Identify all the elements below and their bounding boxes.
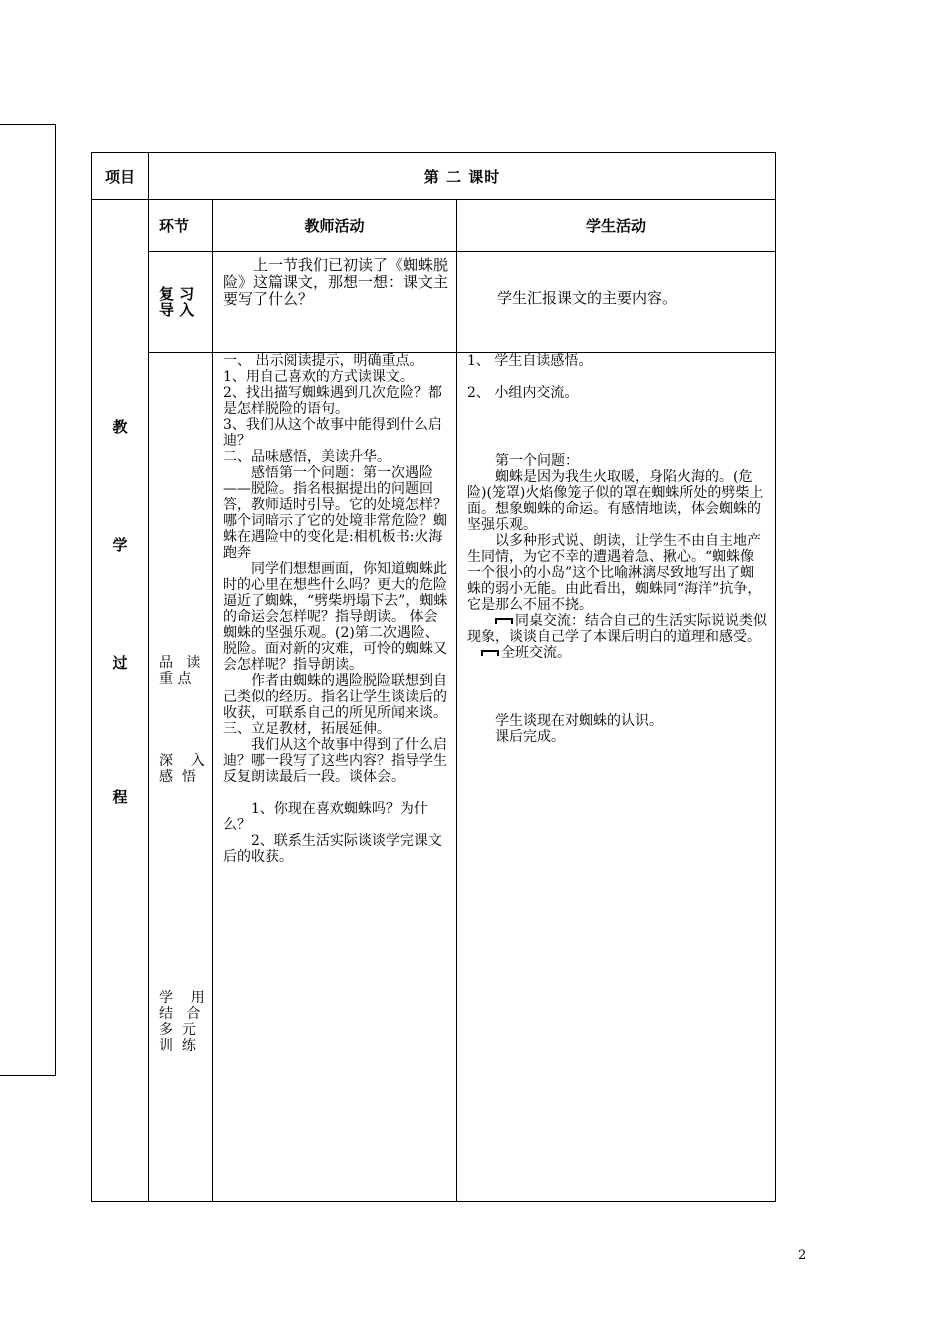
item-header: 项目 <box>92 153 149 200</box>
bracket-icon <box>481 650 499 656</box>
process-char-4: 程 <box>112 788 128 806</box>
main-teacher-cell <box>213 353 457 1202</box>
teacher-p12: 2、联系生活实际谈谈学完课文后的收获。 <box>223 833 442 865</box>
teacher-p2: 1、用自己喜欢的方式读课文。 <box>223 369 414 385</box>
student-p7: 全班交流。 <box>501 645 571 661</box>
teacher-p10: 我们从这个故事中得到了什么启迪？哪一段写了这些内容？指导学生反复朗读最后一段。谈体会。 <box>223 737 447 785</box>
process-char-2: 学 <box>112 536 128 554</box>
student-activities <box>467 353 767 745</box>
review-student-text: 学生汇报课文的主要内容。 <box>497 289 678 307</box>
teacher-p8: 作者由蜘蛛的遇险脱险联想到自己类似的经历。指名让学生谈读后的收获，可联系自己的所见所闻来谈。 <box>223 673 447 721</box>
main-stage-cell <box>149 353 213 1202</box>
student-p7-row <box>467 645 767 661</box>
review-student-cell <box>457 252 776 353</box>
student-p1: 1、 学生自读感悟。 <box>467 353 593 369</box>
review-stage-label: 复 习 导 入 <box>159 285 195 319</box>
teacher-p4: 3、我们从这个故事中能得到什么启迪？ <box>223 417 442 449</box>
review-teacher-cell <box>213 252 457 353</box>
process-char-1: 教 <box>112 418 128 436</box>
review-stage-cell <box>149 252 213 353</box>
stage-apply-training: 学 用 结 合 多 元 训 练 <box>159 990 205 1054</box>
lesson-title: 第 二 课时 <box>149 153 776 200</box>
stage-read-key-points: 品 读 重 点 <box>159 655 201 687</box>
teacher-p5: 二、品味感悟，美读升华。 <box>223 449 391 465</box>
student-p3: 第一个问题： <box>495 453 579 469</box>
student-p6: 同桌交流：结合自己的生活实际说说类似现象，谈谈自己学了本课后明白的道理和感受。 <box>467 613 767 645</box>
student-column-header: 学生活动 <box>457 200 776 252</box>
margin-box <box>0 124 56 1076</box>
review-teacher-text: 上一节我们已初读了《蜘蛛脱险》这篇课文，那想一想：课文主要写了什么？ <box>223 256 449 308</box>
teacher-p6: 感悟第一个问题：第一次遇险——脱险。指名根据提出的问题回答，教师适时引导。它的处境怎样？哪个词暗示了它的处境非常危险？蜘蛛在遇险中的变化是:相机板书:火海 跑奔 <box>223 465 447 561</box>
bracket-icon <box>495 618 513 624</box>
stage-column-header: 环节 <box>149 200 213 252</box>
process-label-cell <box>92 200 149 1202</box>
process-char-3: 过 <box>112 654 128 672</box>
lesson-plan-table <box>91 152 776 1202</box>
student-p6-row <box>467 613 767 645</box>
teacher-p1: 一、 出示阅读提示，明确重点。 <box>223 353 424 369</box>
student-p8: 学生谈现在对蜘蛛的认识。 <box>495 713 663 729</box>
student-p5: 以多种形式说、朗读，让学生不由自主地产生同情，为它不幸的遭遇着急、揪心。“蜘蛛像一个很小的小岛”这个比喻淋漓尽致地写出了蜘蛛的弱小无能。由此看出，蜘蛛同“海洋”抗争，它是那么不屈不挠。 <box>467 533 762 613</box>
student-p9: 课后完成。 <box>495 729 565 745</box>
page-number: 2 <box>798 1248 807 1263</box>
teacher-p9: 三、立足教材，拓展延伸。 <box>223 721 391 737</box>
teacher-column-header: 教师活动 <box>213 200 457 252</box>
main-student-cell <box>457 353 776 1202</box>
teacher-activities <box>223 353 448 865</box>
student-p4: 蜘蛛是因为我生火取暖，身陷火海的。(危险)(笼罩)火焰像笼子似的罩在蜘蛛所处的劈柴上面。想象蜘蛛的命运。有感情地读，体会蜘蛛的坚强乐观。 <box>467 469 764 533</box>
teacher-p11: 1、你现在喜欢蜘蛛吗？为什么？ <box>223 801 428 833</box>
teacher-p3: 2、找出描写蜘蛛遇到几次危险？都是怎样脱险的语句。 <box>223 385 442 417</box>
teacher-p7: 同学们想想画面，你知道蜘蛛此时的心里在想些什么吗？更大的危险逼近了蜘蛛，“劈柴坍塌下去”，蜘蛛的命运会怎样呢？指导朗读。 体会蜘蛛的坚强乐观。(2)第二次遇险、脱险。面对新的灾难，可怜的蜘蛛又会怎样呢？指导朗读。 <box>223 561 448 673</box>
stage-deep-feeling: 深 入 感 悟 <box>159 753 205 785</box>
student-p2: 2、 小组内交流。 <box>467 385 579 401</box>
